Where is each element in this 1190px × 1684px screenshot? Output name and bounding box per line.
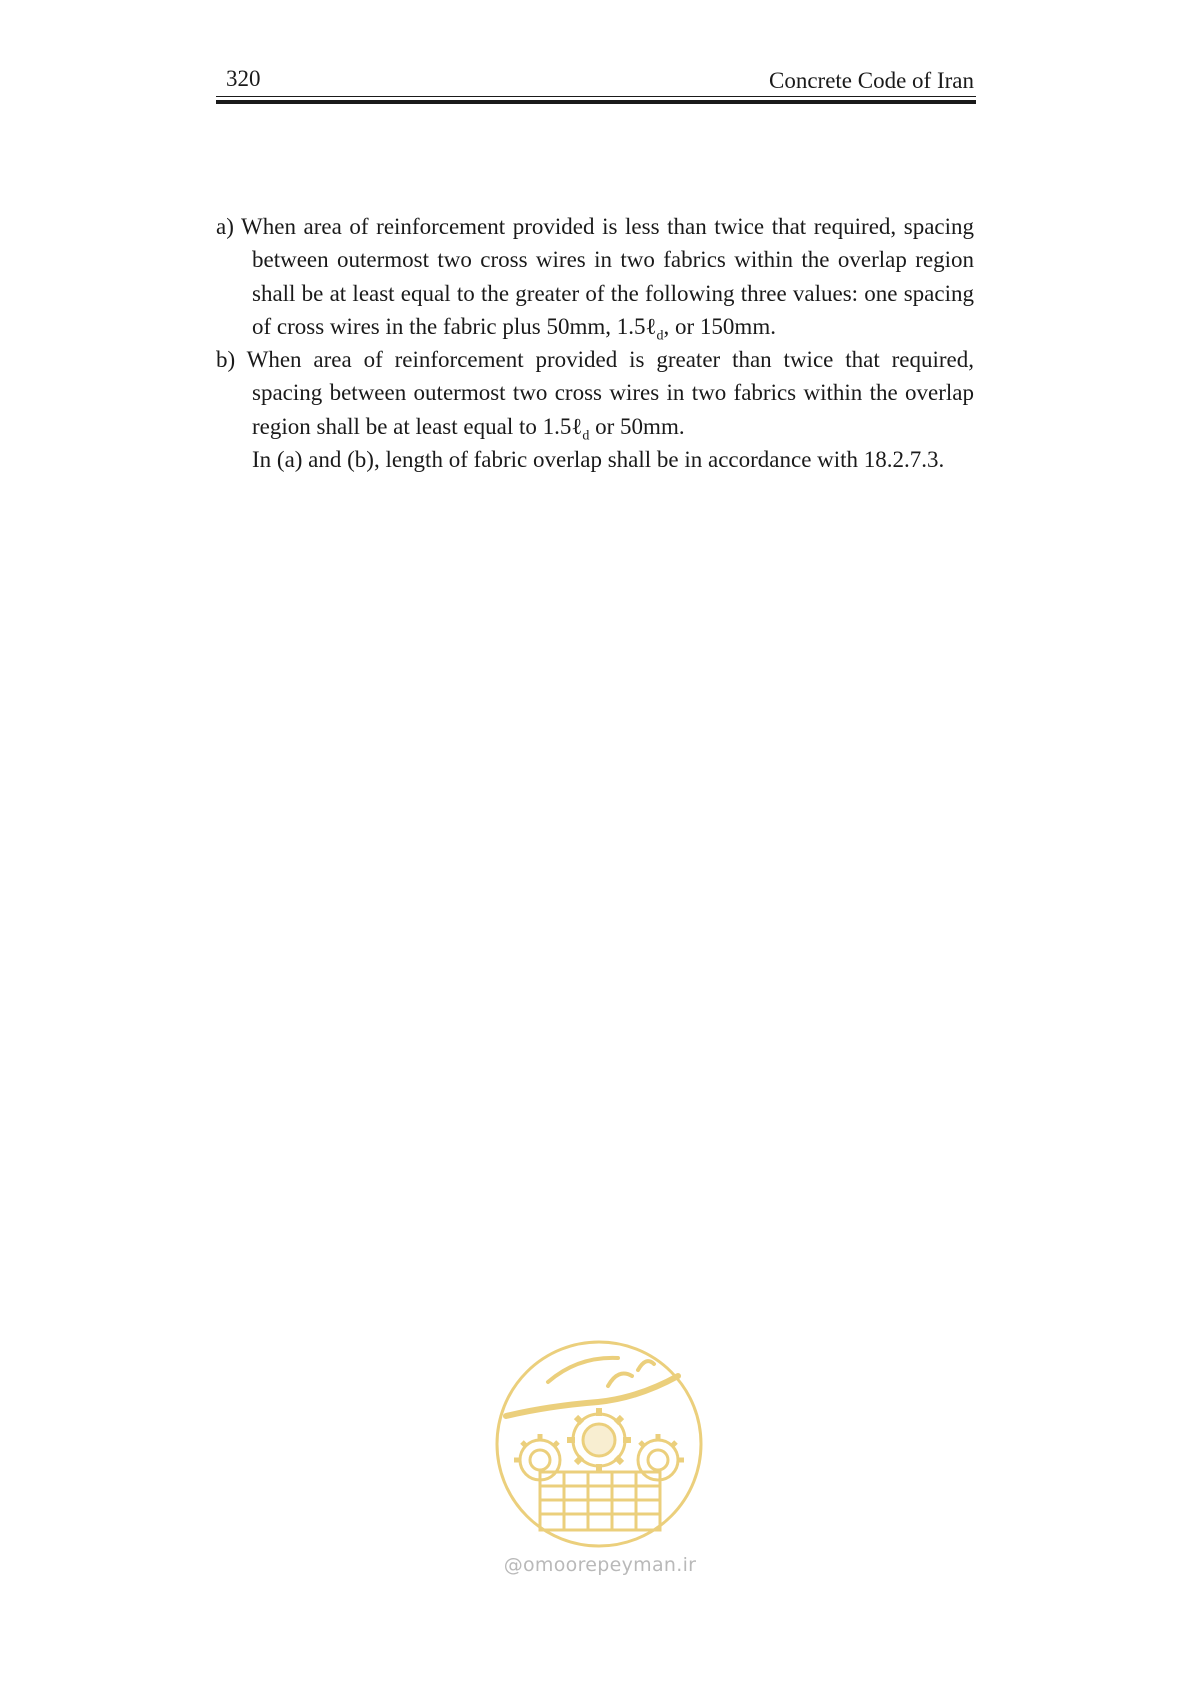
ld-symbol: ℓ xyxy=(645,313,657,339)
ld-symbol: ℓ xyxy=(571,413,583,439)
paragraph-a xyxy=(216,210,974,343)
body-text xyxy=(216,210,974,476)
ld-subscript: d xyxy=(656,328,664,344)
header-rule-thick xyxy=(216,100,976,104)
header-rule-thin xyxy=(216,96,976,97)
watermark-caption: @omoorepeyman.ir xyxy=(503,1554,697,1576)
watermark-logo-icon xyxy=(488,1336,710,1572)
paragraph-a-text: a) When area of reinforcement provided is less than twice that required, spacing between outermost two cross wires in two fabrics within the overlap region shall be at least equal to the greater of the following three values: one spacing of cross wires in the fabric plus 50mm, 1.5 xyxy=(216,214,974,339)
paragraph-b-text-after: or 50mm. xyxy=(589,413,685,439)
paragraph-b xyxy=(216,343,974,443)
ld-subscript: d xyxy=(582,428,590,444)
closing-paragraph: In (a) and (b), length of fabric overlap shall be in accordance with 18.2.7.3. xyxy=(252,447,945,473)
running-title: Concrete Code of Iran xyxy=(768,68,974,93)
watermark-logo xyxy=(488,1336,710,1572)
paragraph-b-text: b) When area of reinforcement provided is greater than twice that required, spacing between outermost two cross wires in two fabrics within the overlap region shall be at least equal to 1.5 xyxy=(216,347,974,439)
page-header xyxy=(216,62,976,92)
page-number: 320 xyxy=(226,66,261,91)
paragraph-a-text-after: , or 150mm. xyxy=(663,313,776,339)
